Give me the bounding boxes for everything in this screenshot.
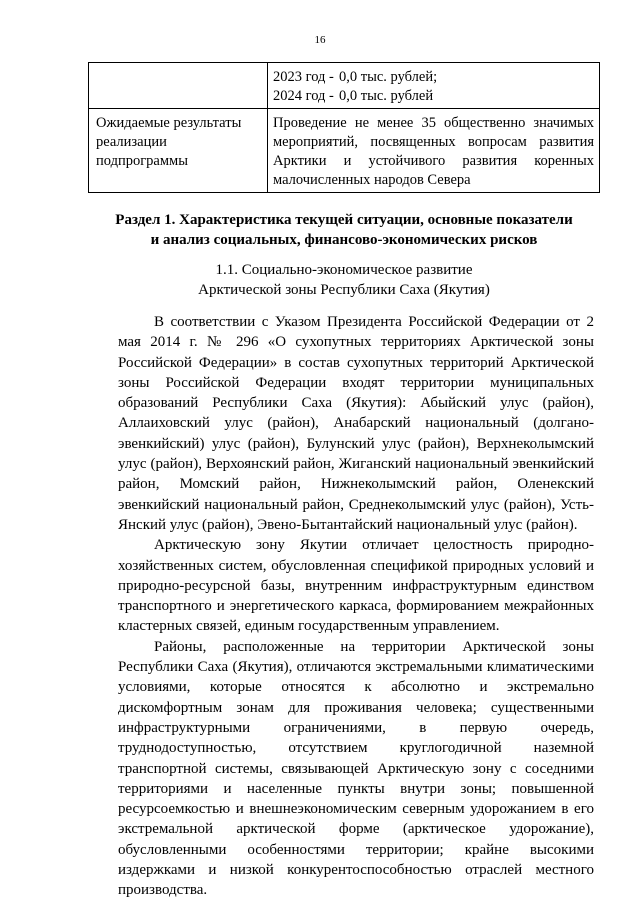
subsection-title-line-1: 1.1. Социально-экономическое развитие xyxy=(215,262,473,278)
section-title-line-1: Раздел 1. Характеристика текущей ситуации, основные показатели xyxy=(115,212,573,228)
paragraph: В соответствии с Указом Президента Российской Федерации от 2 мая 2014 г. № 296 «О сухопутных территориях Арктической зоны Российской Федерации» в состав сухопутных территорий Арктической зоны Российской Федерации входят территории муниципальных образований Республики Саха (Якутия): Абыйский улус (район), Аллаиховский улус (район), Анабарский национальный (долгано-эвенкийский) улус (район), Булунский улус (район), Верхнеколымский улус (район), Верхоянский район, Жиганский национальный эвенкийский район, Момский район, Нижнеколымский район, Оленекский эвенкийский национальный район, Среднеколымский улус (район), Усть-Янский улус (район), Эвено-Бытантайский национальный улус (район). xyxy=(118,314,594,533)
funding-amount: 0,0 тыс. рублей; xyxy=(339,69,438,85)
funding-amounts-cell xyxy=(268,63,600,109)
paragraph: Районы, расположенные на территории Арктической зоны Республики Саха (Якутия), отличаются экстремальными климатическими условиями, которые относятся к абсолютно и экстремально дискомфортным зонам для проживания человека; существенными инфраструктурными ограничениями, в первую очередь, труднодоступностью, отсутствием круглогодичной наземной транспортной системы, связывающей Арктическую зону с соседними территориями и населенные пункты внутри зоны; повышенной ресурсоемкостью и внешнеэкономическим северным удорожанием в его экстремальной арктической форме (арктическое удорожание), обусловленными особенностями территории; крайне высокими издержками и низкой конкурентоспособностью отраслей местного производства. xyxy=(118,638,594,899)
section-title-line-2: и анализ социальных, финансово-экономических рисков xyxy=(150,232,538,248)
expected-results-label: Ожидаемые результаты реализации подпрограммы xyxy=(89,109,268,193)
funding-label-cell xyxy=(89,63,268,109)
body-text xyxy=(118,312,594,901)
funding-row xyxy=(89,63,600,109)
funding-amount: 0,0 тыс. рублей xyxy=(339,88,434,104)
expected-results-row xyxy=(89,109,600,193)
section-title xyxy=(88,210,600,250)
funding-line-2024 xyxy=(273,87,594,106)
expected-results-text: Проведение не менее 35 общественно значимых мероприятий, посвященных вопросам развития Арктики и устойчивого развития коренных малочисленных народов Севера xyxy=(268,109,600,193)
subsection-title xyxy=(88,260,600,300)
page-number: 16 xyxy=(314,34,326,46)
paragraph: Арктическую зону Якутии отличает целостность природно-хозяйственных систем, обусловленная спецификой природных условий и природно-ресурсной базы, внутренним инфраструктурным единством транспортного и энергетического каркаса, формированием межрайонных кластерных связей, единым государственным управлением. xyxy=(118,537,594,635)
program-passport-table xyxy=(88,62,600,193)
subsection-title-line-2: Арктической зоны Республики Саха (Якутия) xyxy=(198,282,490,298)
funding-line-2023 xyxy=(273,68,594,87)
funding-year: 2024 год - xyxy=(273,88,334,104)
funding-year: 2023 год - xyxy=(273,69,334,85)
